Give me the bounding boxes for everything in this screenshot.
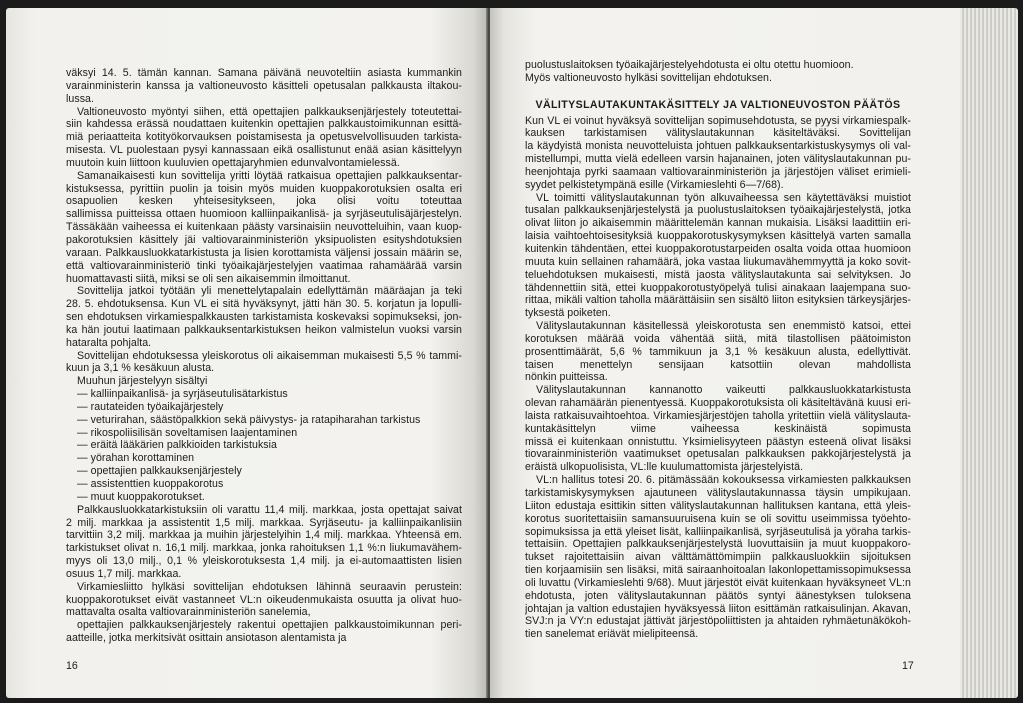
text-line: 2 milj. markkaa ja assistentit 1,5 milj. markkaa. Syrjäseutu- ja kalliinpaikanlisiin: [66, 516, 462, 529]
text-line: korotuksen määrää voida vähentää siitä, mitä tilastollisen päätoimiston: [525, 332, 911, 345]
text-line: sopimuksissa ja että yleiset lisät, kalliinpaikanlisä, syrjäseutulisä ja yöraha tarkis-: [525, 525, 911, 538]
text-line: muuta kuin sellainen rahamäärä, joka vastaa liukumavähemmyyttä ja koko sovit-: [525, 255, 911, 268]
text-line: huomattavasti siitä, miksi se oli sen aikaisemmin ilmoittanut.: [66, 272, 351, 285]
text-line: johtajan ja valtion edustajien hyväksyessä liiton esittämän ratkaisulinjan. Akavan,: [525, 602, 911, 615]
text-line: — muut kuoppakorotukset.: [77, 490, 205, 503]
text-line: Samanaikaisesti kun sovittelija yritti löytää ratkaisua opettajien palkkauksentar-: [77, 169, 462, 182]
section-heading: VÄLITYSLAUTAKUNTAKÄSITTELY JA VALTIONEUVOSTON PÄÄTÖS: [535, 98, 901, 111]
text-line: Välityslautakunnan kannanotto vaikeutti palkkausluokkatarkistusta: [536, 384, 911, 397]
text-line: tarvittiin 3,2 milj. markkaa ja muihin järjestelyihin 1,4 milj. markkaa. Yhteensä em.: [66, 529, 462, 542]
text-line: tähdennettiin sitä, ettei kuoppakorotustyöpelyä tulisi ainakaan laajempana suo-: [525, 281, 911, 294]
text-line: puolustuslaitoksen työaikajärjestelyehdotusta ei oltu otettu huomioon.: [525, 59, 854, 71]
text-line: opettajien palkkauksenjärjestely rakentui opettajien palkkaustoimikunnan peri-: [77, 619, 462, 632]
text-line: — kalliinpaikanlisä- ja syrjäseutulisätarkistus: [77, 388, 288, 401]
text-line: lussa.: [66, 92, 94, 105]
text-line: rittaa, mikäli valtion taholla määrättäisiin sen sisältö liiton esityksien tärkeysjärjes-: [525, 294, 911, 307]
text-line: kuoppakorotukset eivät vastanneet VL:n oikeudenmukaista osuutta ja olivat huo-: [66, 593, 462, 606]
text-line: prosenttimäärät, 5,6 % tammikuun ja 3,1 % kesäkuun alusta, edellyttivät.: [525, 345, 911, 358]
text-line: ka hän joutui laatimaan palkkauksentarkistuksen heikon valmistelun vuoksi varsin: [66, 323, 462, 336]
text-line: 28. 5. ehdotuksensa. Kun VL ei sitä hyväksynyt, jätti hän 30. 5. korjatun ja lopulli-: [66, 298, 462, 311]
text-line: osuus 1,7 milj. markkaa.: [66, 567, 182, 580]
left-page: [6, 8, 488, 698]
text-line: aatteille, jotka merkitsivät osittain ansiotason alentamista ja: [66, 632, 347, 645]
text-line: sen ehdotuksen virkamiespalkkausten tarkistamista koskevaksi sopimukseksi, jon-: [66, 311, 462, 324]
text-line: — assistenttien kuoppakorotus: [77, 478, 224, 490]
text-line: — veturirahan, säästöpalkkion sekä päivystys- ja ratapiharahan tarkistus: [77, 413, 421, 426]
text-line: misesta. VL puolestaan pysyi kannassaan eikä osallistunut enää asian käsittelyyn: [66, 144, 462, 157]
text-line: — yörahan korottaminen: [77, 452, 195, 465]
text-line: hataralta pohjalta.: [66, 336, 152, 349]
text-line: Palkkausluokkatarkistuksiin oli varattu 11,4 milj. markkaa, josta opettajat saivat: [77, 503, 462, 516]
text-line: Kun VL ei voinut hyväksyä sovittelijan sopimusehdotusta, se pyysi virkamiespalk-: [525, 114, 911, 127]
page-edges: [960, 8, 1018, 698]
text-line: tusalan palkkauksenjärjestelystä ja puolustuslaitoksen työaikajärjestelystä, jotka: [525, 204, 911, 217]
right-page-intro: [525, 59, 911, 85]
text-line: tettaisiin. Opettajien palkkauksenjärjestelystä luovuttaisiin ja muut kuoppakoro-: [525, 538, 911, 551]
text-line: Muuhun järjestelyyn sisältyi: [77, 375, 208, 388]
text-line: korotus suoritettaisiin samansuuruisena kuin se oli sovittu useimmissa työehto-: [525, 512, 911, 525]
text-line: Välityslautakunnan käsitellessä yleiskorotusta sen enemmistö katsoi, ettei: [536, 320, 911, 333]
right-page-body: [525, 59, 911, 641]
text-line: myys oli 13,0 milj., 0,1 % yleiskorotuksesta 1,4 milj. ja ei-automaattisten lisien: [66, 555, 462, 568]
right-page: [490, 8, 960, 698]
text-line: eräistä ulkopuolisista, VL:lle kuulumattomista järjestelyistä.: [525, 461, 804, 474]
text-line: — rautateiden työaikajärjestely: [77, 400, 224, 413]
text-line: heenjohtaja pyrki saamaan valtiovarainministeriön ja järjestöjen väliset erimieli-: [525, 165, 911, 178]
text-line: VL:n hallitus totesi 20. 6. pitämässään kokouksessa virkamiesten palkkauksen: [536, 474, 911, 487]
text-line: tyksestä poiketen.: [525, 307, 611, 320]
text-line: varaan. Palkkausluokkatarkistusta ja lisien korottamista väljensi jossain määrin se,: [66, 246, 462, 259]
text-line: taisen menettelyn sensijaan katsottiin olevan mahdollista: [525, 358, 911, 371]
text-line: Liiton edustaja esittikin sitten välityslautakunnan hallituksen kantana, että yleis-: [525, 499, 911, 512]
text-line: siin kahdessa erässä noudattaen kuitenkin opettajien palkkaustoimikunnan esittä-: [66, 118, 462, 131]
text-line: Myös valtioneuvosto hylkäsi sovittelijan ehdotuksen.: [525, 71, 772, 84]
text-line: laista ratkaisuvaihtoehtoa. Virkamiesjärjestöjen taholla yritettiin vielä välityslauta-: [525, 409, 911, 422]
text-line: sallimissa puitteissa ottaen huomioon kalliinpaikanlisä- ja syrjäseutulisäjärjestelyn.: [66, 208, 462, 221]
left-page-number: 16: [66, 660, 78, 672]
text-line: väksyi 14. 5. tämän kannan. Samana päivänä neuvoteltiin asiasta kummankin: [66, 67, 462, 79]
text-line: SVJ:n ja VY:n edustajat jättivät järjestöpoliittisten ja ahtaiden ryhmäetunäkökoh-: [525, 615, 911, 628]
text-line: oli luvattu (Virkamieslehti 9/68). Muut järjestöt eivät kuitenkaan hyväksyneet VL:n: [525, 576, 911, 589]
text-line: VL toimitti välityslautakunnan työn alkuvaiheessa sen käytettäväksi muistiot: [536, 191, 911, 204]
text-line: että valtiovarainministeriö tinki työaikajärjestelyjen vaatimaa rahamäärää varsin: [66, 259, 462, 272]
text-line: tiovarainministeriön vaatimukset opetusalan palkkauksen pakkojärjestelystä ja: [525, 448, 911, 461]
text-line: olevan rahamäärän pienentyessä. Kuoppakorotuksista oli käsiteltävänä kuusi eri-: [525, 397, 911, 410]
text-line: Sovittelijan ehdotuksessa yleiskorotus oli aikaisemman mukaisesti 5,5 % tammi-: [77, 349, 462, 362]
text-line: pakorotuksien käsittely jäi valtiovarainministeriön yksipuolisten esityshdotuksien: [66, 233, 462, 246]
text-line: mattavalta osalta valtiovarainministeriön sanelemia,: [66, 606, 311, 619]
text-line: mistellumpi, mutta vielä edelleen varsin hajanainen, joten välityslautakunnan pu-: [525, 153, 911, 166]
text-line: tien korjaamisiin sen lisäksi, mitä sairaanhoitoalan lakonlopettamissopimuksessa: [525, 564, 911, 577]
text-line: muutoin kuin liittoon kuuluvien opettajaryhmien edunvalvontamielessä.: [66, 156, 400, 169]
text-line: kistuksessa, pyrittiin puolin ja toisin myös muiden kuoppakorotuksien osalta eri: [66, 182, 462, 195]
text-line: kauksen tarkistamisen välityslautakunnan käsiteltäväksi. Sovittelijan: [525, 127, 911, 140]
text-line: olivat liiton jo aikaisemmin määrittelemän kannan mukaisia. Lisäksi laadittiin eri-: [525, 217, 911, 230]
text-line: — opettajien palkkauksenjärjestely: [77, 465, 242, 478]
text-line: Valtioneuvosto myöntyi siihen, että opettajien palkkauksenjärjestely toteutettai-: [77, 105, 462, 118]
right-page-main-text: [525, 115, 911, 642]
text-line: varainministerin kanssa ja valtioneuvosto käsitteli opetusalan palkkausta iltakou-: [66, 79, 462, 92]
text-line: Virkamiesliitto hylkäsi sovittelijan ehdotuksen lähinnä seuraavin perustein:: [77, 580, 462, 593]
text-line: nönkin puitteissa.: [525, 371, 608, 384]
text-line: la käydyistä monista neuvotteluista johtuen palkkauksentarkistuskysymys oli val-: [525, 140, 911, 153]
text-line: tarkistukset olivat n. 16,1 milj. markkaa, jonka rahoituksen 1,1 %:n liukumavähem-: [66, 542, 462, 555]
text-line: syydet pelkistetympänä esille (Virkamieslehti 6—7/68).: [525, 178, 784, 191]
text-line: kuun ja 3,1 % kesäkuun alusta.: [66, 362, 215, 375]
text-line: tien sanelemat eriävät mielipiteensä.: [525, 628, 699, 641]
text-line: Tässäkään vaiheessa ei kuitenkaan päästy varsinaisiin neuvotteluihin, vaan kuop-: [66, 221, 462, 234]
text-line: — eräitä lääkärien palkkioiden tarkistuksia: [77, 439, 277, 452]
text-line: miä periaatteita kotityökorvauksen poistamisesta ja opetusvelvollisuuden tarkista-: [66, 131, 462, 144]
text-line: tukset rajoitettaisiin aivan välttämättömimpiin palkkausluokkiin sijoituksen: [525, 551, 911, 564]
text-line: — rikospoliisilisän soveltamisen laajentaminen: [77, 426, 298, 439]
text-line: kuitenkin tähdentäen, ettei kuoppakorotustarpeiden osalta voida ottaa huomioon: [525, 242, 911, 255]
text-line: kuntakäsittelyn viime vaiheessa keskinäistä sopimusta: [525, 422, 911, 435]
text-line: missä ei kuitenkaan onnistuttu. Yksimielisyyteen päästyn esteenä olivat lisäksi: [525, 435, 911, 448]
text-line: Sovittelija jatkoi työtään yli menettelytapalain edellyttämän määräajan ja teki: [77, 285, 462, 298]
right-page-number: 17: [902, 660, 914, 672]
left-page-body: [66, 67, 462, 645]
text-line: laisia vaihtoehtoisesityksiä kuoppakorotuskysymyksen käsittelyä varten samalla: [525, 230, 911, 243]
text-line: tarkistamiskysymyksen ajautuneen välityslautakunnassa täysin umpikujaan.: [525, 487, 911, 499]
text-line: ehdotusta, joten välityslautakunnan päätös syntyi äänestyksen tuloksena: [525, 589, 911, 602]
text-line: teluehdotuksen mukaisesti, mistä jaosta välityslautakunta sai selvityksen. Jo: [525, 268, 911, 281]
text-line: osapuolien kesken yhteisesitykseen, joka olisi voitu toteuttaa: [66, 195, 462, 208]
